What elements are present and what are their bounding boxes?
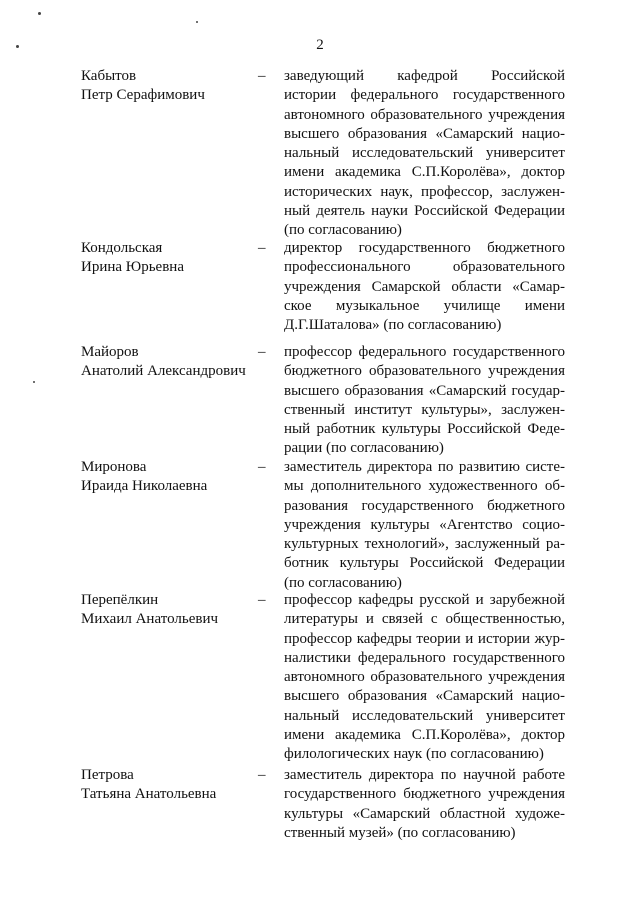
description-line: ское музыкальное училище имени xyxy=(284,297,565,314)
description-line: налистики федерального государственного xyxy=(284,649,565,666)
description-line: имени академика С.П.Королёва», доктор xyxy=(284,164,565,181)
member-name xyxy=(81,591,218,630)
member-given-names: Ирина Юрьевна xyxy=(81,259,184,276)
description-line: высшего образования «Самарский государ- xyxy=(284,382,565,399)
member-given-names: Ираида Николаевна xyxy=(81,478,208,495)
description-line: истории федерального государственного xyxy=(284,87,565,104)
description-line: заведующий кафедрой Российской xyxy=(284,68,565,84)
description-line: профессионального образовательного xyxy=(284,259,565,276)
member-surname: Кондольская xyxy=(81,240,163,256)
entry-dash: – xyxy=(258,592,266,608)
member-description xyxy=(284,591,565,765)
member-given-names: Михаил Анатольевич xyxy=(81,611,219,628)
member-description xyxy=(284,458,565,593)
description-line: культурных технологий», заслуженный ра- xyxy=(284,536,565,553)
description-line: высшего образования «Самарский нацио- xyxy=(284,688,565,705)
member-surname: Перепёлкин xyxy=(81,592,159,608)
description-line: автономного образовательного учреждения xyxy=(284,106,565,123)
member-description xyxy=(284,67,565,241)
description-line: нальный исследовательский университет xyxy=(284,145,565,162)
description-line: ный работник культуры Российской Феде- xyxy=(284,421,565,438)
description-line: государственного бюджетного учреждения xyxy=(284,786,565,803)
page-number: 2 xyxy=(316,37,324,53)
member-name xyxy=(81,766,216,805)
description-line: директор государственного бюджетного xyxy=(284,240,565,256)
entry-dash: – xyxy=(258,459,266,475)
description-line: бюджетного образовательного учреждения xyxy=(284,363,565,380)
description-line: ственный институт культуры», заслужен- xyxy=(284,401,565,418)
description-line: литературы и связей с общественностью, xyxy=(284,611,565,628)
description-line: заместитель директора по развитию систе- xyxy=(284,459,565,475)
member-description xyxy=(284,239,565,335)
member-surname: Майоров xyxy=(81,344,139,360)
description-line: учреждения культуры «Агентство социо- xyxy=(284,516,565,533)
description-line: профессор кафедры русской и зарубежной xyxy=(284,592,565,608)
member-given-names: Татьяна Анатольевна xyxy=(81,786,217,803)
description-line: мы дополнительного художественного об- xyxy=(284,478,565,495)
description-line: автономного образовательного учреждения xyxy=(284,669,565,686)
description-line: культуры «Самарский областной художе- xyxy=(284,805,565,822)
member-description xyxy=(284,343,565,459)
description-line: разования государственного бюджетного xyxy=(284,497,565,514)
description-line: имени академика С.П.Королёва», доктор xyxy=(284,727,565,744)
description-line: (по согласованию) xyxy=(284,574,402,591)
description-line: Д.Г.Шаталова» (по согласованию) xyxy=(284,317,502,334)
member-name xyxy=(81,343,246,382)
member-surname: Кабытов xyxy=(81,68,137,84)
description-line: ный деятель науки Российской Федерации xyxy=(284,203,565,220)
description-line: заместитель директора по научной работе xyxy=(284,767,565,783)
member-description xyxy=(284,766,565,843)
member-name xyxy=(81,458,207,497)
member-surname: Петрова xyxy=(81,767,134,783)
description-line: филологических наук (по согласованию) xyxy=(284,746,544,763)
description-line: исторических наук, профессор, заслужен- xyxy=(284,183,565,200)
description-line: высшего образования «Самарский нацио- xyxy=(284,125,565,142)
description-line: рации (по согласованию) xyxy=(284,440,444,457)
entry-dash: – xyxy=(258,240,266,256)
description-line: учреждения Самарской области «Самар- xyxy=(284,278,565,295)
description-line: нальный исследовательский университет xyxy=(284,707,565,724)
entry-dash: – xyxy=(258,68,266,84)
member-given-names: Анатолий Александрович xyxy=(81,363,246,380)
description-line: ственный музей» (по согласованию) xyxy=(284,824,516,841)
description-line: (по согласованию) xyxy=(284,222,402,239)
member-name xyxy=(81,67,205,106)
member-given-names: Петр Серафимович xyxy=(81,87,205,104)
description-line: профессор кафедры теории и истории жур- xyxy=(284,630,565,647)
member-name xyxy=(81,239,184,278)
entry-dash: – xyxy=(258,767,266,783)
description-line: ботник культуры Российской Федерации xyxy=(284,555,565,572)
entry-dash: – xyxy=(258,344,266,360)
member-surname: Миронова xyxy=(81,459,147,475)
description-line: профессор федерального государственного xyxy=(284,344,565,360)
